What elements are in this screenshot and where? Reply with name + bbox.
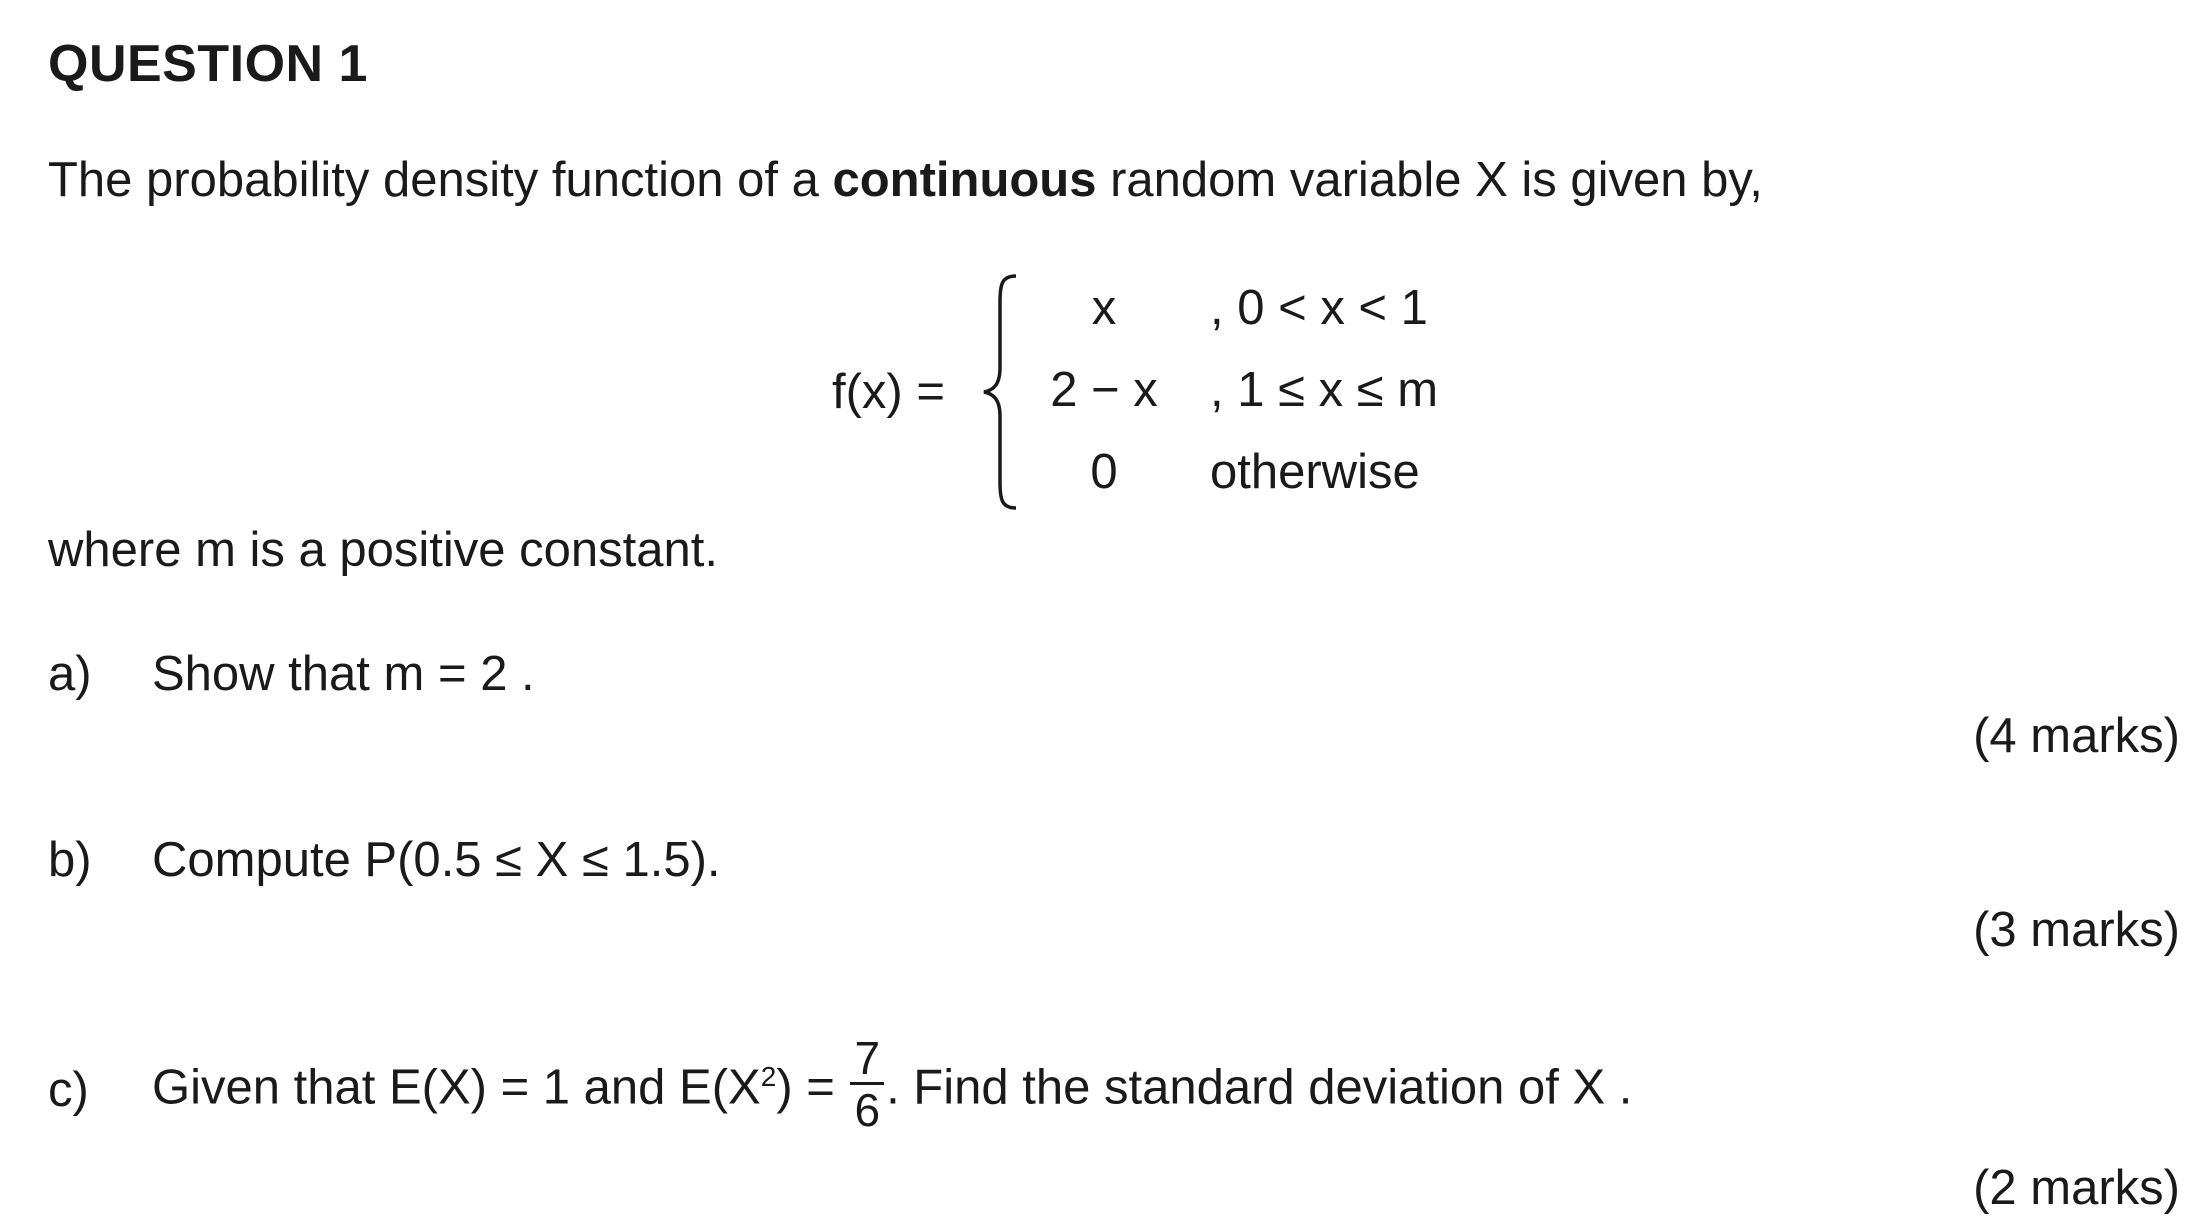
- part-c-text-end: . Find the standard deviation of X .: [886, 1060, 1633, 1115]
- part-b-text: Compute P(0.5 ≤ X ≤ 1.5).: [152, 833, 721, 887]
- part-c-text-mid: ) =: [776, 1060, 835, 1115]
- intro-text-end: random variable X is given by,: [1096, 153, 1763, 207]
- intro-bold-word: continuous: [832, 153, 1097, 207]
- constant-note: where m is a positive constant.: [48, 523, 718, 577]
- fraction-numerator: 7: [850, 1034, 884, 1085]
- part-c-text: [152, 1032, 1633, 1141]
- part-c-marks: (2 marks): [1973, 1161, 2180, 1215]
- case-3-condition: otherwise: [1210, 445, 1420, 499]
- question-title: QUESTION 1: [48, 35, 368, 93]
- part-c-text-start: Given that E(X) = 1 and E(X: [152, 1060, 761, 1115]
- fraction-seven-sixths: [850, 1034, 884, 1135]
- function-lhs: f(x) =: [832, 365, 945, 419]
- part-b-label: b): [48, 833, 92, 887]
- part-c-exponent: 2: [760, 1061, 777, 1093]
- part-b-marks: (3 marks): [1973, 903, 2180, 957]
- case-2-expression: 2 − x: [1050, 363, 1158, 417]
- part-c-label: c): [48, 1063, 89, 1117]
- part-a-label: a): [48, 647, 92, 701]
- case-2-condition: , 1 ≤ x ≤ m: [1210, 363, 1439, 417]
- case-1-condition: , 0 < x < 1: [1210, 281, 1428, 335]
- question-intro: [48, 152, 1763, 208]
- intro-text-start: The probability density function of a: [48, 153, 833, 207]
- case-1-expression: x: [1091, 281, 1117, 335]
- part-a-marks: (4 marks): [1973, 709, 2180, 763]
- case-3-expression: 0: [1090, 445, 1118, 499]
- fraction-denominator: 6: [854, 1084, 881, 1136]
- part-a-text: Show that m = 2 .: [152, 647, 535, 701]
